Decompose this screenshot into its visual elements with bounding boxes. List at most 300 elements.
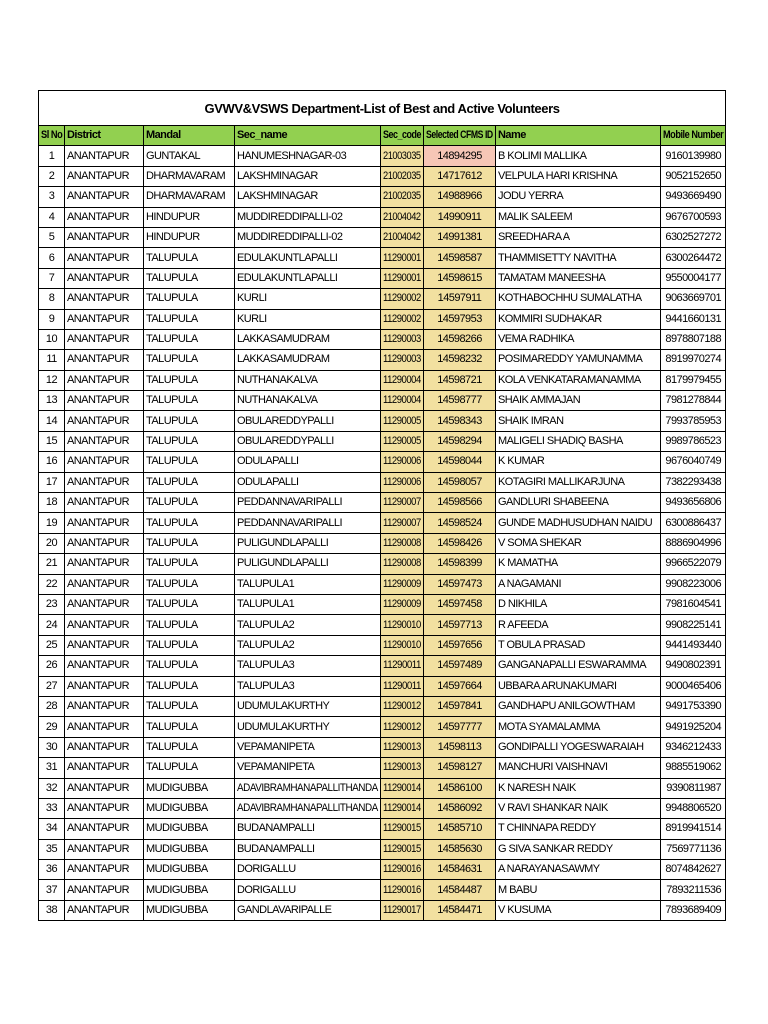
district-cell: ANANTAPUR	[65, 289, 144, 309]
sec-name-cell: MUDDIREDDIPALLI-02	[235, 207, 381, 227]
district-cell: ANANTAPUR	[65, 268, 144, 288]
sl-no-cell: 29	[39, 717, 65, 737]
table-body	[39, 146, 726, 921]
district-cell: ANANTAPUR	[65, 574, 144, 594]
table-row	[39, 493, 726, 513]
table-row	[39, 839, 726, 859]
district-cell: ANANTAPUR	[65, 656, 144, 676]
mobile-cell: 8919970274	[661, 350, 726, 370]
sl-no-cell: 35	[39, 839, 65, 859]
district-cell: ANANTAPUR	[65, 696, 144, 716]
sec-name-cell: PULIGUNDLAPALLI	[235, 533, 381, 553]
sec-code-cell: 11290005	[381, 431, 424, 451]
table-row	[39, 391, 726, 411]
table-row	[39, 187, 726, 207]
mandal-cell: TALUPULA	[144, 574, 235, 594]
cfms-id-cell: 14598343	[424, 411, 496, 431]
sec-name-cell: LAKSHMINAGAR	[235, 166, 381, 186]
table-row	[39, 594, 726, 614]
sec-code-cell: 11290012	[381, 696, 424, 716]
mandal-cell: TALUPULA	[144, 513, 235, 533]
mandal-cell: TALUPULA	[144, 635, 235, 655]
sec-name-cell: PEDDANNAVARIPALLI	[235, 493, 381, 513]
sheet-title: GVWV&VSWS Department-List of Best and Active Volunteers	[39, 91, 726, 126]
mandal-cell: TALUPULA	[144, 370, 235, 390]
district-cell: ANANTAPUR	[65, 798, 144, 818]
sec-name-cell: PULIGUNDLAPALLI	[235, 554, 381, 574]
mandal-cell: TALUPULA	[144, 758, 235, 778]
table-row	[39, 880, 726, 900]
col-header-name: Name	[496, 126, 661, 146]
table-row	[39, 798, 726, 818]
mandal-cell: TALUPULA	[144, 391, 235, 411]
sec-code-cell: 11290006	[381, 452, 424, 472]
name-cell: MOTA SYAMALAMMA	[496, 717, 661, 737]
cfms-id-cell: 14597458	[424, 594, 496, 614]
mobile-cell: 9948806520	[661, 798, 726, 818]
mobile-cell: 8074842627	[661, 860, 726, 880]
mandal-cell: TALUPULA	[144, 533, 235, 553]
sl-no-cell: 11	[39, 350, 65, 370]
mandal-cell: MUDIGUBBA	[144, 778, 235, 798]
mobile-cell: 9908223006	[661, 574, 726, 594]
sec-code-cell: 11290013	[381, 758, 424, 778]
district-cell: ANANTAPUR	[65, 146, 144, 166]
cfms-id-cell: 14598566	[424, 493, 496, 513]
sl-no-cell: 28	[39, 696, 65, 716]
district-cell: ANANTAPUR	[65, 860, 144, 880]
table-row	[39, 676, 726, 696]
name-cell: KOMMIRI SUDHAKAR	[496, 309, 661, 329]
mobile-cell: 7382293438	[661, 472, 726, 492]
name-cell: VELPULA HARI KRISHNA	[496, 166, 661, 186]
sl-no-cell: 36	[39, 860, 65, 880]
col-header-district: District	[65, 126, 144, 146]
table-row	[39, 268, 726, 288]
mandal-cell: TALUPULA	[144, 309, 235, 329]
district-cell: ANANTAPUR	[65, 472, 144, 492]
sec-name-cell: BUDANAMPALLI	[235, 819, 381, 839]
col-header-cfms-id: Selected CFMS ID	[424, 126, 496, 146]
district-cell: ANANTAPUR	[65, 166, 144, 186]
name-cell: D NIKHILA	[496, 594, 661, 614]
table-row	[39, 350, 726, 370]
mobile-cell: 8919941514	[661, 819, 726, 839]
mobile-cell: 7893689409	[661, 900, 726, 920]
sl-no-cell: 5	[39, 227, 65, 247]
sec-code-cell: 11290008	[381, 554, 424, 574]
sec-name-cell: HANUMESHNAGAR-03	[235, 146, 381, 166]
name-cell: MALIGELI SHADIQ BASHA	[496, 431, 661, 451]
district-cell: ANANTAPUR	[65, 411, 144, 431]
cfms-id-cell: 14597841	[424, 696, 496, 716]
table-row	[39, 166, 726, 186]
table-row	[39, 635, 726, 655]
sec-code-cell: 11290012	[381, 717, 424, 737]
table-row	[39, 819, 726, 839]
table-row	[39, 411, 726, 431]
cfms-id-cell: 14598294	[424, 431, 496, 451]
name-cell: KOTAGIRI MALLIKARJUNA	[496, 472, 661, 492]
cfms-id-cell: 14586092	[424, 798, 496, 818]
sec-code-cell: 11290013	[381, 737, 424, 757]
name-cell: GANDHAPU ANILGOWTHAM	[496, 696, 661, 716]
district-cell: ANANTAPUR	[65, 493, 144, 513]
sl-no-cell: 38	[39, 900, 65, 920]
sl-no-cell: 3	[39, 187, 65, 207]
mobile-cell: 9160139980	[661, 146, 726, 166]
mobile-cell: 9063669701	[661, 289, 726, 309]
sec-name-cell: KURLI	[235, 309, 381, 329]
sl-no-cell: 30	[39, 737, 65, 757]
mobile-cell: 9676040749	[661, 452, 726, 472]
cfms-id-cell: 14584487	[424, 880, 496, 900]
mandal-cell: HINDUPUR	[144, 227, 235, 247]
sl-no-cell: 25	[39, 635, 65, 655]
sec-name-cell: LAKKASAMUDRAM	[235, 350, 381, 370]
cfms-id-cell: 14597777	[424, 717, 496, 737]
sec-code-cell: 21003035	[381, 146, 424, 166]
mobile-cell: 8978807188	[661, 329, 726, 349]
district-cell: ANANTAPUR	[65, 309, 144, 329]
cfms-id-cell: 14597489	[424, 656, 496, 676]
district-cell: ANANTAPUR	[65, 370, 144, 390]
sec-name-cell: TALUPULA1	[235, 594, 381, 614]
sec-code-cell: 11290007	[381, 513, 424, 533]
sl-no-cell: 26	[39, 656, 65, 676]
sec-code-cell: 11290015	[381, 819, 424, 839]
table-row	[39, 248, 726, 268]
sec-name-cell: UDUMULAKURTHY	[235, 717, 381, 737]
mobile-cell: 9550004177	[661, 268, 726, 288]
mobile-cell: 9493669490	[661, 187, 726, 207]
mobile-cell: 9490802391	[661, 656, 726, 676]
sl-no-cell: 15	[39, 431, 65, 451]
sec-name-cell: TALUPULA2	[235, 615, 381, 635]
cfms-id-cell: 14597911	[424, 289, 496, 309]
name-cell: B KOLIMI MALLIKA	[496, 146, 661, 166]
sec-name-cell: OBULAREDDYPALLI	[235, 431, 381, 451]
cfms-id-cell: 14597473	[424, 574, 496, 594]
name-cell: K MAMATHA	[496, 554, 661, 574]
cfms-id-cell: 14598232	[424, 350, 496, 370]
mobile-cell: 6300886437	[661, 513, 726, 533]
table-row	[39, 696, 726, 716]
mandal-cell: TALUPULA	[144, 431, 235, 451]
table-row	[39, 656, 726, 676]
sec-name-cell: ADAVIBRAMHANAPALLITHANDA	[235, 798, 381, 818]
cfms-id-cell: 14585630	[424, 839, 496, 859]
district-cell: ANANTAPUR	[65, 778, 144, 798]
mandal-cell: TALUPULA	[144, 717, 235, 737]
name-cell: A NAGAMANI	[496, 574, 661, 594]
sl-no-cell: 2	[39, 166, 65, 186]
mobile-cell: 9441493440	[661, 635, 726, 655]
mandal-cell: TALUPULA	[144, 656, 235, 676]
district-cell: ANANTAPUR	[65, 350, 144, 370]
district-cell: ANANTAPUR	[65, 207, 144, 227]
cfms-id-cell: 14988966	[424, 187, 496, 207]
table-row	[39, 554, 726, 574]
mandal-cell: MUDIGUBBA	[144, 798, 235, 818]
mandal-cell: TALUPULA	[144, 268, 235, 288]
cfms-id-cell: 14597664	[424, 676, 496, 696]
col-header-mandal: Mandal	[144, 126, 235, 146]
mobile-cell: 7569771136	[661, 839, 726, 859]
table-row	[39, 146, 726, 166]
district-cell: ANANTAPUR	[65, 737, 144, 757]
sl-no-cell: 32	[39, 778, 65, 798]
sec-name-cell: VEPAMANIPETA	[235, 737, 381, 757]
cfms-id-cell: 14990911	[424, 207, 496, 227]
mandal-cell: TALUPULA	[144, 594, 235, 614]
sec-code-cell: 11290017	[381, 900, 424, 920]
cfms-id-cell: 14717612	[424, 166, 496, 186]
mobile-cell: 9493656806	[661, 493, 726, 513]
sec-name-cell: NUTHANAKALVA	[235, 370, 381, 390]
sec-name-cell: ODULAPALLI	[235, 452, 381, 472]
mobile-cell: 9390811987	[661, 778, 726, 798]
table-row	[39, 472, 726, 492]
district-cell: ANANTAPUR	[65, 717, 144, 737]
name-cell: T OBULA PRASAD	[496, 635, 661, 655]
sec-code-cell: 11290007	[381, 493, 424, 513]
sec-code-cell: 11290008	[381, 533, 424, 553]
mandal-cell: TALUPULA	[144, 737, 235, 757]
district-cell: ANANTAPUR	[65, 227, 144, 247]
mandal-cell: DHARMAVARAM	[144, 166, 235, 186]
mandal-cell: TALUPULA	[144, 472, 235, 492]
sec-code-cell: 11290002	[381, 289, 424, 309]
name-cell: THAMMISETTY NAVITHA	[496, 248, 661, 268]
mandal-cell: TALUPULA	[144, 676, 235, 696]
district-cell: ANANTAPUR	[65, 594, 144, 614]
district-cell: ANANTAPUR	[65, 635, 144, 655]
cfms-id-cell: 14991381	[424, 227, 496, 247]
sl-no-cell: 18	[39, 493, 65, 513]
cfms-id-cell: 14598524	[424, 513, 496, 533]
mobile-cell: 9000465406	[661, 676, 726, 696]
name-cell: GANGANAPALLI ESWARAMMA	[496, 656, 661, 676]
sec-code-cell: 11290005	[381, 411, 424, 431]
table-row	[39, 574, 726, 594]
name-cell: K NARESH NAIK	[496, 778, 661, 798]
sl-no-cell: 10	[39, 329, 65, 349]
sec-name-cell: NUTHANAKALVA	[235, 391, 381, 411]
col-header-sl-no: Sl No	[39, 126, 65, 146]
name-cell: SHAIK IMRAN	[496, 411, 661, 431]
sec-name-cell: VEPAMANIPETA	[235, 758, 381, 778]
sec-code-cell: 21002035	[381, 187, 424, 207]
sec-code-cell: 11290011	[381, 656, 424, 676]
district-cell: ANANTAPUR	[65, 329, 144, 349]
cfms-id-cell: 14598113	[424, 737, 496, 757]
sec-code-cell: 11290009	[381, 594, 424, 614]
col-header-sec-code: Sec_code	[381, 126, 424, 146]
sec-code-cell: 11290009	[381, 574, 424, 594]
name-cell: MANCHURI VAISHNAVI	[496, 758, 661, 778]
mandal-cell: TALUPULA	[144, 248, 235, 268]
mandal-cell: TALUPULA	[144, 350, 235, 370]
sec-name-cell: TALUPULA3	[235, 656, 381, 676]
name-cell: T CHINNAPA REDDY	[496, 819, 661, 839]
district-cell: ANANTAPUR	[65, 391, 144, 411]
sec-code-cell: 11290010	[381, 615, 424, 635]
sec-name-cell: PEDDANNAVARIPALLI	[235, 513, 381, 533]
sec-name-cell: ODULAPALLI	[235, 472, 381, 492]
sec-code-cell: 11290014	[381, 798, 424, 818]
district-cell: ANANTAPUR	[65, 187, 144, 207]
volunteer-table	[38, 90, 726, 921]
mobile-cell: 9346212433	[661, 737, 726, 757]
sec-code-cell: 11290001	[381, 268, 424, 288]
cfms-id-cell: 14598266	[424, 329, 496, 349]
name-cell: MALIK SALEEM	[496, 207, 661, 227]
sl-no-cell: 37	[39, 880, 65, 900]
table-row	[39, 533, 726, 553]
sec-name-cell: TALUPULA2	[235, 635, 381, 655]
mandal-cell: HINDUPUR	[144, 207, 235, 227]
name-cell: GANDLURI SHABEENA	[496, 493, 661, 513]
district-cell: ANANTAPUR	[65, 533, 144, 553]
spreadsheet	[38, 90, 725, 921]
name-cell: GUNDE MADHUSUDHAN NAIDU	[496, 513, 661, 533]
sec-name-cell: BUDANAMPALLI	[235, 839, 381, 859]
sec-name-cell: LAKSHMINAGAR	[235, 187, 381, 207]
sl-no-cell: 27	[39, 676, 65, 696]
district-cell: ANANTAPUR	[65, 839, 144, 859]
sl-no-cell: 13	[39, 391, 65, 411]
mandal-cell: MUDIGUBBA	[144, 819, 235, 839]
mandal-cell: TALUPULA	[144, 329, 235, 349]
sl-no-cell: 33	[39, 798, 65, 818]
table-row	[39, 452, 726, 472]
cfms-id-cell: 14586100	[424, 778, 496, 798]
sl-no-cell: 14	[39, 411, 65, 431]
mobile-cell: 9908225141	[661, 615, 726, 635]
col-header-sec-name: Sec_name	[235, 126, 381, 146]
name-cell: V RAVI SHANKAR NAIK	[496, 798, 661, 818]
name-cell: SHAIK AMMAJAN	[496, 391, 661, 411]
sl-no-cell: 23	[39, 594, 65, 614]
sl-no-cell: 12	[39, 370, 65, 390]
sec-code-cell: 11290016	[381, 860, 424, 880]
sec-code-cell: 11290003	[381, 329, 424, 349]
mobile-cell: 6302527272	[661, 227, 726, 247]
mobile-cell: 7893211536	[661, 880, 726, 900]
mandal-cell: MUDIGUBBA	[144, 900, 235, 920]
table-row	[39, 778, 726, 798]
mobile-cell: 9441660131	[661, 309, 726, 329]
sec-name-cell: GANDLAVARIPALLE	[235, 900, 381, 920]
table-row	[39, 431, 726, 451]
district-cell: ANANTAPUR	[65, 900, 144, 920]
mobile-cell: 7981278844	[661, 391, 726, 411]
sec-name-cell: KURLI	[235, 289, 381, 309]
sec-name-cell: ADAVIBRAMHANAPALLITHANDA	[235, 778, 381, 798]
cfms-id-cell: 14598587	[424, 248, 496, 268]
mandal-cell: DHARMAVARAM	[144, 187, 235, 207]
name-cell: KOLA VENKATARAMANAMMA	[496, 370, 661, 390]
sec-code-cell: 11290004	[381, 391, 424, 411]
sec-code-cell: 11290010	[381, 635, 424, 655]
mandal-cell: TALUPULA	[144, 554, 235, 574]
sl-no-cell: 22	[39, 574, 65, 594]
cfms-id-cell: 14598721	[424, 370, 496, 390]
mobile-cell: 7993785953	[661, 411, 726, 431]
sl-no-cell: 9	[39, 309, 65, 329]
table-row	[39, 329, 726, 349]
cfms-id-cell: 14598777	[424, 391, 496, 411]
header-row	[39, 126, 726, 146]
sec-code-cell: 11290016	[381, 880, 424, 900]
district-cell: ANANTAPUR	[65, 819, 144, 839]
sl-no-cell: 17	[39, 472, 65, 492]
sl-no-cell: 8	[39, 289, 65, 309]
cfms-id-cell: 14597713	[424, 615, 496, 635]
sec-name-cell: OBULAREDDYPALLI	[235, 411, 381, 431]
sec-code-cell: 21004042	[381, 207, 424, 227]
sec-code-cell: 11290001	[381, 248, 424, 268]
name-cell: VEMA RADHIKA	[496, 329, 661, 349]
mobile-cell: 7981604541	[661, 594, 726, 614]
sl-no-cell: 4	[39, 207, 65, 227]
sec-name-cell: EDULAKUNTLAPALLI	[235, 268, 381, 288]
mandal-cell: TALUPULA	[144, 696, 235, 716]
mobile-cell: 9052152650	[661, 166, 726, 186]
name-cell: G SIVA SANKAR REDDY	[496, 839, 661, 859]
table-row	[39, 513, 726, 533]
cfms-id-cell: 14598127	[424, 758, 496, 778]
district-cell: ANANTAPUR	[65, 880, 144, 900]
name-cell: M BABU	[496, 880, 661, 900]
district-cell: ANANTAPUR	[65, 676, 144, 696]
table-row	[39, 737, 726, 757]
table-row	[39, 900, 726, 920]
cfms-id-cell: 14598399	[424, 554, 496, 574]
cfms-id-cell: 14597953	[424, 309, 496, 329]
name-cell: JODU YERRA	[496, 187, 661, 207]
sec-code-cell: 21004042	[381, 227, 424, 247]
table-row	[39, 370, 726, 390]
name-cell: A NARAYANASAWMY	[496, 860, 661, 880]
district-cell: ANANTAPUR	[65, 554, 144, 574]
sl-no-cell: 34	[39, 819, 65, 839]
cfms-id-cell: 14598044	[424, 452, 496, 472]
sec-code-cell: 21002035	[381, 166, 424, 186]
cfms-id-cell: 14598057	[424, 472, 496, 492]
table-row	[39, 860, 726, 880]
district-cell: ANANTAPUR	[65, 513, 144, 533]
sec-name-cell: DORIGALLU	[235, 860, 381, 880]
sec-code-cell: 11290006	[381, 472, 424, 492]
mobile-cell: 9966522079	[661, 554, 726, 574]
mandal-cell: GUNTAKAL	[144, 146, 235, 166]
mobile-cell: 9676700593	[661, 207, 726, 227]
district-cell: ANANTAPUR	[65, 431, 144, 451]
cfms-id-cell: 14598426	[424, 533, 496, 553]
col-header-mobile: Mobile Number	[661, 126, 726, 146]
cfms-id-cell: 14585710	[424, 819, 496, 839]
mobile-cell: 8886904996	[661, 533, 726, 553]
table-row	[39, 717, 726, 737]
name-cell: R AFEEDA	[496, 615, 661, 635]
name-cell: TAMATAM MANEESHA	[496, 268, 661, 288]
sl-no-cell: 20	[39, 533, 65, 553]
mobile-cell: 9491753390	[661, 696, 726, 716]
sl-no-cell: 7	[39, 268, 65, 288]
cfms-id-cell: 14598615	[424, 268, 496, 288]
